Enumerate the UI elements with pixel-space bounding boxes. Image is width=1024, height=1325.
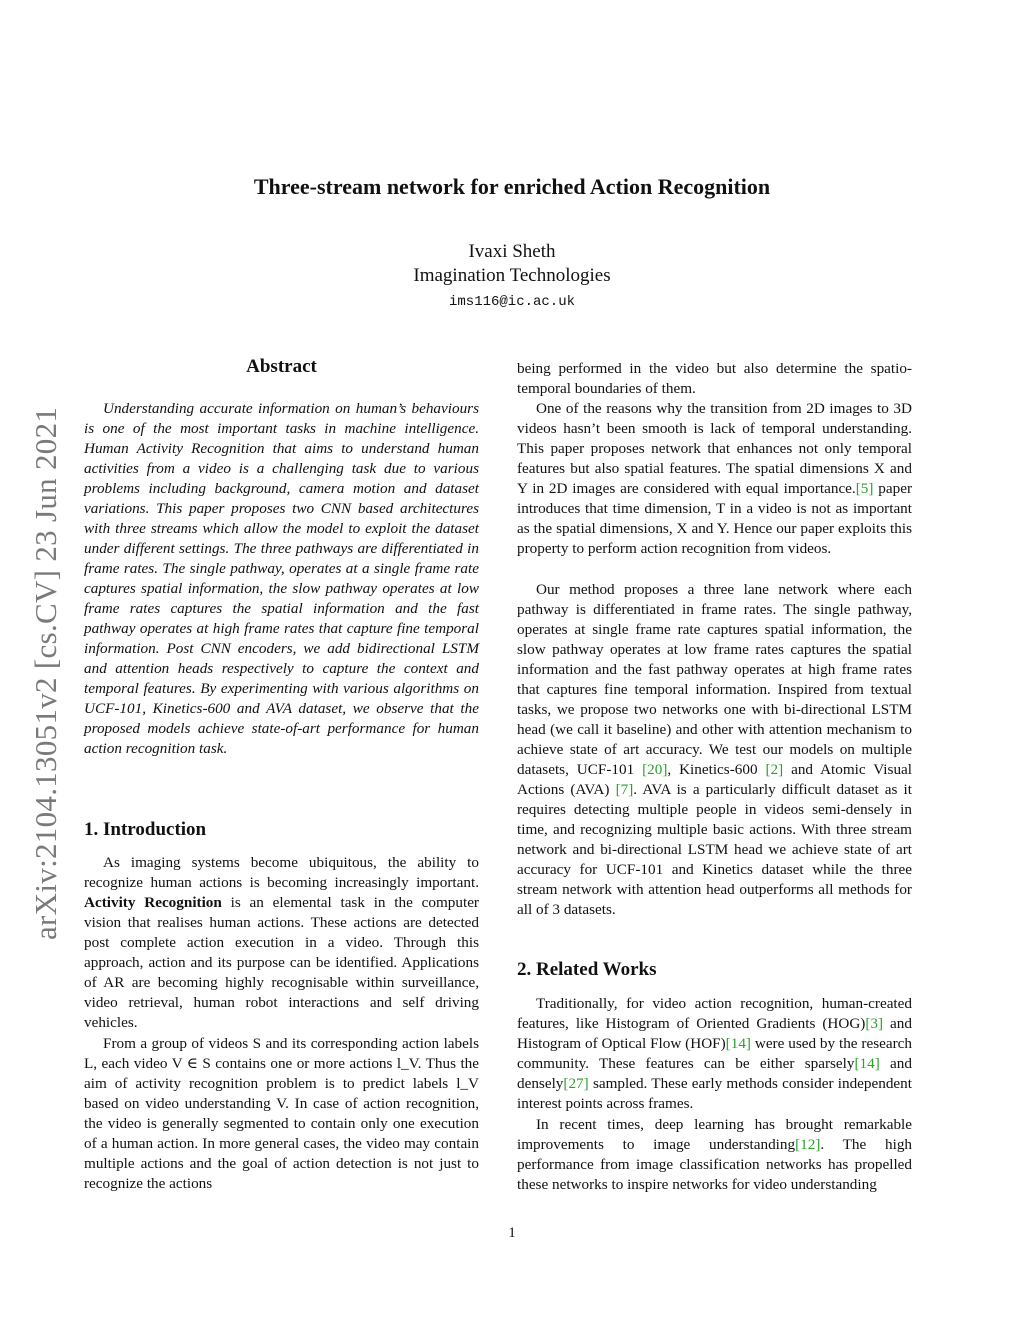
citation-link[interactable]: [12] [795,1136,821,1153]
citation-link[interactable]: [14] [854,1055,880,1072]
page-number: 1 [508,1225,516,1241]
right-paragraph-3: Our method proposes a three lane network where each pathway is differentiated in frame rates. The single pathway, operates at single frame rate captures spatial information, the slow pathway operates at low frame rates captures the spatial information and the fast pathway operates at high frame rates that captures fine temporal information. Inspired from textual tasks, we propose two networks one with bi-directional LSTM head (we call it baseline) and other with attention mechanism to achieve state of art accuracy. We test our models on multiple datasets, UCF-101 [20], Kinetics-600 [2] and Atomic Visual Actions (AVA) [7]. AVA is a particularly difficult dataset as it requires detecting multiple people in videos semi-densely in time, and recognizing multiple basic actions. With three stream network and bi-directional LSTM head we achieve state of art accuracy for UCF-101 and Kinetics dataset while the three stream network with attention head outperforms all methods for all of 3 datasets. [517,581,912,918]
citation-link[interactable]: [20] [642,761,668,778]
author-name: Ivaxi Sheth [468,241,556,262]
author-email: ims116@ic.ac.uk [448,294,576,310]
citation-link[interactable]: [27] [563,1075,589,1092]
citation-link[interactable]: [5] [855,480,874,497]
abstract-heading: Abstract [246,356,317,377]
activity-recognition-term: Activity Recognition [84,894,222,911]
citation-link[interactable]: [3] [865,1015,884,1032]
right-paragraph-2: One of the reasons why the transition from 2D images to 3D videos hasn’t been smooth is lack of temporal understanding. This paper proposes network that enhances not only temporal features but also spatial features. The spatial dimensions X and Y in 2D images are considered with equal importance.[5] paper introduces that time dimension, T in a video is not as important as the spatial dimensions, X and Y. Hence our paper exploits this property to perform action recognition from videos. [517,400,913,557]
related-paragraph-2: In recent times, deep learning has brought remarkable improvements to image understanding[12]. The high performance from image classification networks has propelled these networks to inspire networks for video understanding [517,1116,913,1193]
citation-link[interactable]: [7] [615,781,634,798]
citation-link[interactable]: [2] [765,761,784,778]
related-paragraph-1: Traditionally, for video action recognition, human-created features, like Histogram of Oriented Gradients (HOG)[3] and Histogram of Optical Flow (HOF)[14] were used by the research community. These features can be either sparsely[14] and densely[27] sampled. These early methods consider independent interest points across frames. [517,995,912,1112]
intro-paragraph-2: From a group of videos S and its corresponding action labels L, each video V ∈ S contains one or more actions l_V. Thus the aim of activity recognition problem is to predict labels l_V based on video understanding V. In case of action recognition, the video is generally segmented to contain only one execution of a human action. In more general cases, the video may contain multiple actions and the goal of action detection is not just to recognize the actions [84,1035,479,1192]
author-affiliation: Imagination Technologies [413,265,611,286]
intro-heading: 1. Introduction [84,819,207,840]
arxiv-sidebar-stamp: arXiv:2104.13051v2 [cs.CV] 23 Jun 2021 [28,406,63,940]
citation-link[interactable]: [14] [725,1035,751,1052]
paper-title: Three-stream network for enriched Action Recognition [253,174,771,199]
right-continuation-paragraph: being performed in the video but also determine the spatio-temporal boundaries of them. [517,360,912,397]
abstract-text: Understanding accurate information on human’s behaviours is one of the most important tasks in machine intelligence. Human Activity Recognition that aims to understand human activities from a video is a challenging task due to various problems including background, camera motion and dataset variations. This paper proposes two CNN based architectures with three streams which allow the model to exploit the dataset under different settings. The three pathways are differentiated in frame rates. The single pathway, operates at a single frame rate captures spatial information, the slow pathway operates at low frame rates captures the spatial information and the fast pathway operates at high frame rates that capture fine temporal information. Post CNN encoders, we add bidirectional LSTM and attention heads respectively to capture the context and temporal features. By experimenting with various algorithms on UCF-101, Kinetics-600 and AVA dataset, we observe that the proposed models achieve state-of-art performance for human action recognition task. [84,400,479,757]
related-works-heading: 2. Related Works [517,959,657,980]
intro-paragraph-1: As imaging systems become ubiquitous, the ability to recognize human actions is becoming increasingly important. Activity Recognition is an elemental task in the computer vision that realises human actions. These actions are detected post complete action execution in a video. Through this approach, action and its purpose can be identified. Applications of AR are becoming highly recognisable within surveillance, video retrieval, human robot interactions and self driving vehicles. [84,854,479,1031]
